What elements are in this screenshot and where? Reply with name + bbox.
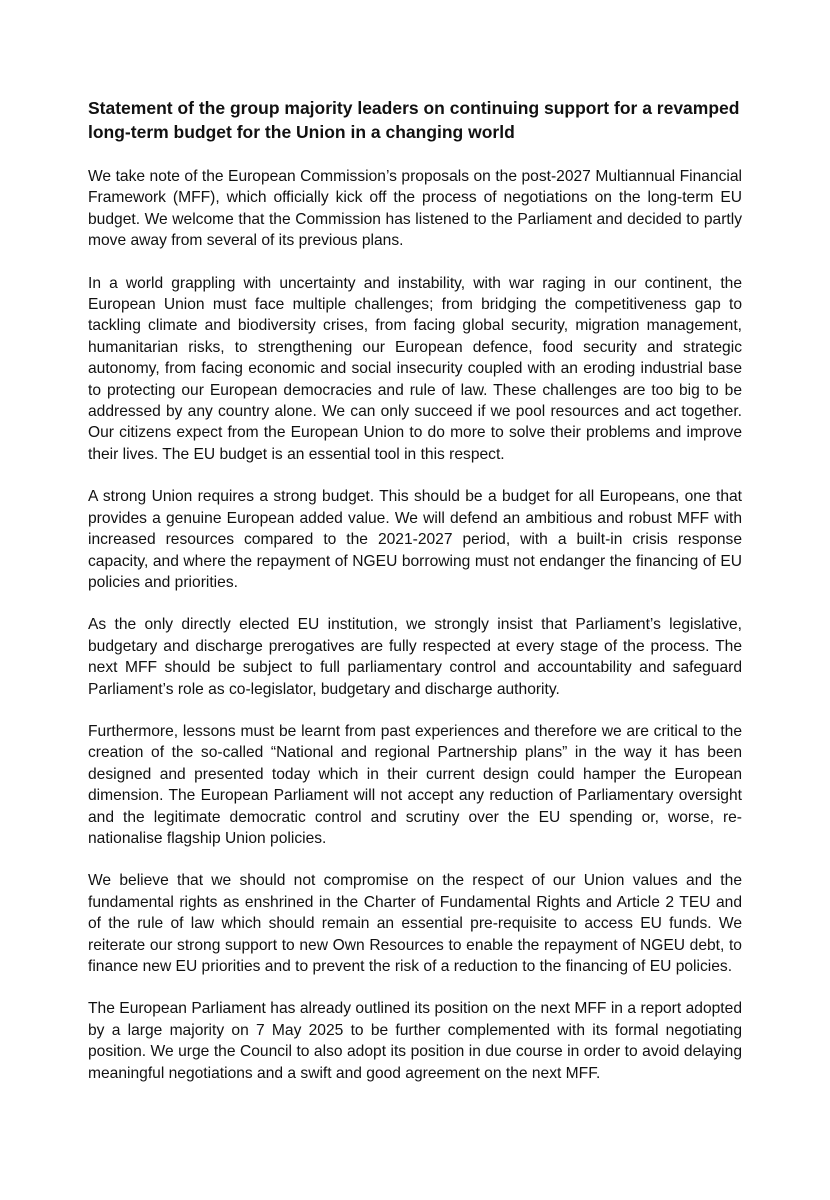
paragraph-challenges: In a world grappling with uncertainty and instability, with war raging in our continent, the European Union must face multiple challenges; from bridging the competitiveness gap to tackling climate and biodiversity crises, from facing global security, migration management, humanitarian risks, to strengthening our European defence, food security and strategic autonomy, from facing economic and social insecurity coupled with an eroding industrial base to protecting our European democracies and rule of law. These challenges are too big to be addressed by any country alone. We can only succeed if we pool resources and act together. Our citizens expect from the European Union to do more to solve their problems and improve their lives. The EU budget is an essential tool in this respect. <box>88 274 742 463</box>
paragraph-partnership-plans: Furthermore, lessons must be learnt from past experiences and therefore we are critical to the creation of the so-called “National and regional Partnership plans” in the way it has been designed and presented today which in their current design could hamper the European dimension. The European Parliament will not accept any reduction of Parliamentary oversight and the legitimate democratic control and scrutiny over the EU spending or, worse, re-nationalise flagship Union policies. <box>88 722 742 847</box>
paragraph-parliament-position: The European Parliament has already outlined its position on the next MFF in a report adopted by a large majority on 7 May 2025 to be further complemented with its formal negotiating position. We urge the Council to also adopt its position in due course in order to avoid delaying meaningful negotiations and a swift and good agreement on the next MFF. <box>88 1000 742 1082</box>
paragraph-mff-proposals: We take note of the European Commission’s proposals on the post-2027 Multiannual Financial Framework (MFF), which officially kick off the process of negotiations on the long-term EU budget. We welcome that the Commission has listened to the Parliament and decided to partly move away from several of its previous plans. <box>88 168 742 250</box>
paragraph-union-values: We believe that we should not compromise on the respect of our Union values and the fundamental rights as enshrined in the Charter of Fundamental Rights and Article 2 TEU and of the rule of law which should remain an essential pre-requisite to access EU funds. We reiterate our strong support to new Own Resources to enable the repayment of NGEU debt, to finance new EU priorities and to prevent the risk of a reduction to the financing of EU policies. <box>88 872 742 975</box>
document-title: Statement of the group majority leaders on continuing support for a revamped long-term budget for the Union in a changing world <box>88 98 740 142</box>
paragraph-strong-budget: A strong Union requires a strong budget. This should be a budget for all Europeans, one that provides a genuine European added value. We will defend an ambitious and robust MFF with increased resources compared to the 2021-2027 period, with a built-in crisis response capacity, and where the repayment of NGEU borrowing must not endanger the financing of EU policies and priorities. <box>88 488 742 591</box>
paragraph-parliament-prerogatives: As the only directly elected EU institution, we strongly insist that Parliament’s legislative, budgetary and discharge prerogatives are fully respected at every stage of the process. The next MFF should be subject to full parliamentary control and accountability and safeguard Parliament’s role as co-legislator, budgetary and discharge authority. <box>88 616 742 698</box>
document-page <box>88 96 742 1105</box>
